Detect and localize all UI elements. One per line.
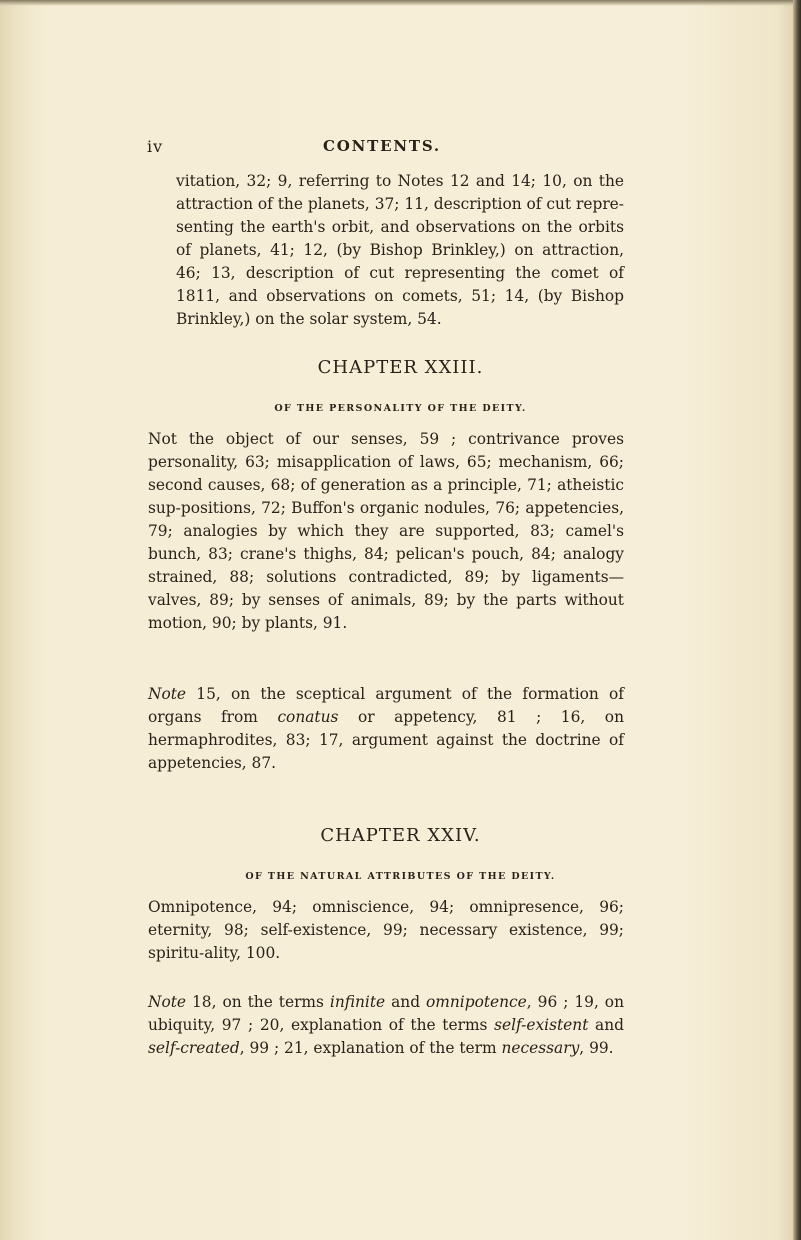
note-italic-term: conatus xyxy=(277,708,339,726)
chapter-23-title: CHAPTER XXIII. xyxy=(317,357,484,378)
chapter-24-contents xyxy=(148,896,624,965)
note-italic-term: omnipotence xyxy=(426,993,527,1011)
note-text: and xyxy=(385,993,427,1011)
continuation-text: vitation, 32; 9, referring to Notes 12 and 14; 10, on the attraction of the planets, 37; 11, description of cut repre-senting the earth's orbit, and observations on the orbits of planets, 41; 12, (by Bishop Brinkley,) on attraction, 46; 13, description of cut representing the comet of 1811, and observations on comets, 51; 14, (by Bishop Brinkley,) on the solar system, 54. xyxy=(176,172,624,328)
page-left-edge xyxy=(0,0,30,1240)
note-text: and xyxy=(588,1016,624,1034)
book-binding-edge xyxy=(793,0,801,1240)
chapter-24-body: Omnipotence, 94; omniscience, 94; omnipresence, 96; eternity, 98; self-existence, 99; necessary existence, 99; spiritu-ality, 100. xyxy=(148,898,624,962)
note-text: 15, on the sceptical argument of the formation of organs from xyxy=(148,685,624,726)
note-italic-term: self-existent xyxy=(494,1016,589,1034)
chapter-24-note xyxy=(148,991,624,1060)
page-header xyxy=(0,137,801,159)
continuation-paragraph xyxy=(176,170,624,331)
page-number: iv xyxy=(147,137,164,156)
page-top-edge xyxy=(0,0,801,6)
chapter-23-note xyxy=(148,683,624,775)
chapter-23-subtitle: OF THE PERSONALITY OF THE DEITY. xyxy=(274,403,527,414)
note-label: Note xyxy=(148,685,187,703)
note-text: , 96 ; 19, on ubiquity, 97 ; 20, explanation of the terms xyxy=(148,993,624,1034)
chapter-24-subtitle: OF THE NATURAL ATTRIBUTES OF THE DEITY. xyxy=(245,871,556,882)
chapter-23-contents xyxy=(148,428,624,635)
note-text: or appetency, 81 ; 16, on hermaphrodites, 83; 17, argument against the doctrine of appetencies, 87. xyxy=(148,708,624,772)
chapter-24-title: CHAPTER XXIV. xyxy=(320,825,481,846)
note-italic-term: self-created xyxy=(148,1039,240,1057)
note-italic-term: infinite xyxy=(329,993,386,1011)
running-head: CONTENTS. xyxy=(323,137,441,155)
note-text: , 99 ; 21, explanation of the term xyxy=(239,1039,502,1057)
note-label: Note xyxy=(148,993,187,1011)
chapter-23-body: Not the object of our senses, 59 ; contrivance proves personality, 63; misapplication of laws, 65; mechanism, 66; second causes, 68; of generation as a principle, 71; atheistic sup-positions, 72; Buffon's organic nodules, 76; appetencies, 79; analogies by which they are supported, 83; camel's bunch, 83; crane's thighs, 84; pelican's pouch, 84; analogy strained, 88; solutions contradicted, 89; by ligaments— valves, 89; by senses of animals, 89; by the parts without motion, 90; by plants, 91. xyxy=(148,430,624,632)
note-text: 18, on the terms xyxy=(186,993,330,1011)
note-text: , 99. xyxy=(579,1039,614,1057)
note-italic-term: necessary xyxy=(501,1039,580,1057)
